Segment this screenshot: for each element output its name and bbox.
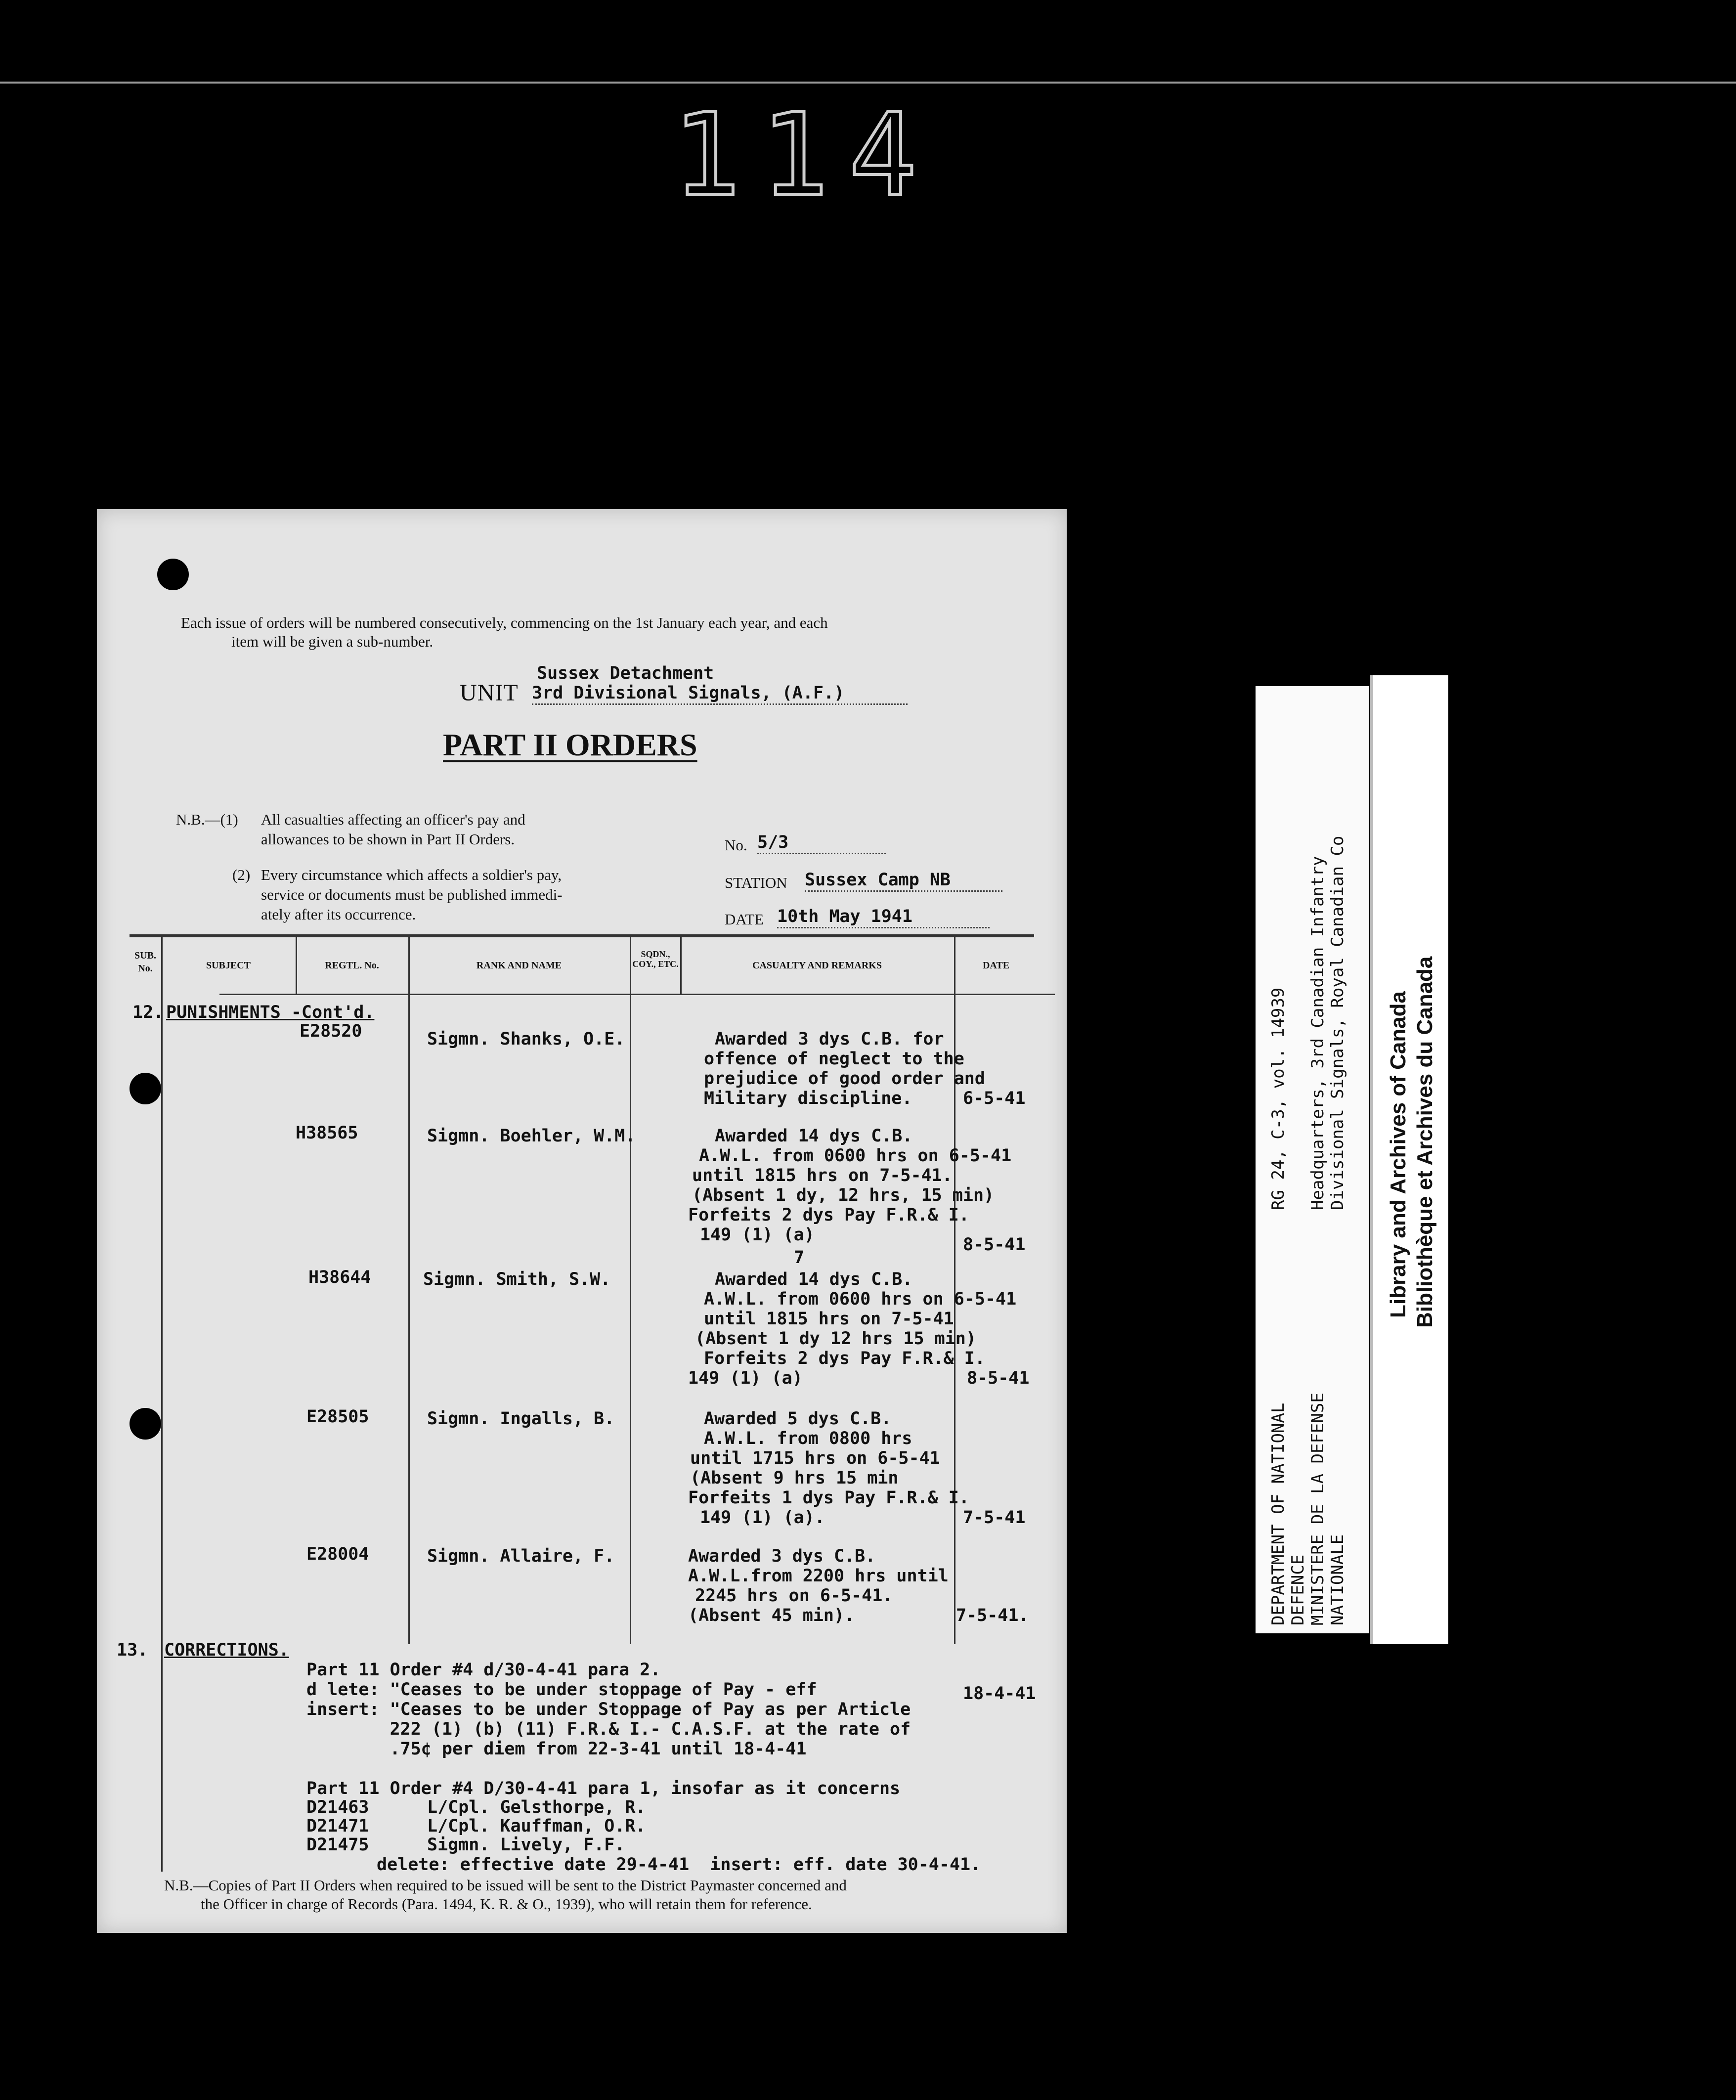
item-12-number: 12. bbox=[132, 1003, 164, 1022]
header-sub-no: SUB. No. bbox=[134, 950, 156, 974]
column-rule bbox=[408, 937, 410, 1644]
correction-regtl-no: D21463 bbox=[306, 1797, 369, 1817]
regtl-no: E28505 bbox=[306, 1407, 369, 1427]
header-date: DATE bbox=[982, 960, 1010, 971]
column-rule bbox=[161, 937, 163, 1872]
record-description: Divisional Signals, Royal Canadian Co bbox=[1328, 835, 1347, 1210]
punch-hole bbox=[157, 559, 189, 590]
archive-institution-label bbox=[1373, 675, 1448, 1644]
record-description: Headquarters, 3rd Canadian Infantry bbox=[1308, 856, 1328, 1210]
archive-page-stamp: 114 bbox=[672, 89, 937, 221]
remark-line: Forfeits 2 dys Pay F.R.& I. bbox=[688, 1205, 969, 1225]
correction-regtl-no: D21475 bbox=[306, 1835, 369, 1855]
punch-hole bbox=[130, 1073, 161, 1104]
regtl-no: H38644 bbox=[308, 1268, 371, 1287]
item-13-subject: CORRECTIONS. bbox=[164, 1640, 289, 1660]
item-12-subject: PUNISHMENTS -Cont'd. bbox=[166, 1003, 375, 1022]
department-line: MINISTERE DE LA DEFENSE bbox=[1308, 1393, 1328, 1625]
header-casualty-remarks: CASUALTY AND REMARKS bbox=[752, 960, 882, 971]
remark-line: Military discipline. bbox=[704, 1089, 912, 1108]
remark-line: Awarded 3 dys C.B. for bbox=[715, 1029, 944, 1049]
nb1-line-1: All casualties affecting an officer's pay and bbox=[261, 811, 525, 828]
nb2-line-1: Every circumstance which affects a soldier's pay, bbox=[261, 866, 562, 883]
correction-name: L/Cpl. Gelsthorpe, R. bbox=[427, 1797, 646, 1817]
remark-line: until 1815 hrs on 7-5-41. bbox=[692, 1166, 953, 1185]
header-regtl-no: REGTL. No. bbox=[325, 960, 379, 971]
regtl-no: E28520 bbox=[300, 1021, 362, 1041]
footer-note-line-1: N.B.—Copies of Part II Orders when required to be issued will be sent to the District Paymaster concerned and bbox=[164, 1877, 847, 1894]
correction-line: Part 11 Order #4 D/30-4-41 para 1, insofar as it concerns bbox=[306, 1779, 901, 1798]
rank-and-name: Sigmn. Allaire, F. bbox=[427, 1546, 615, 1566]
order-no-label: No. bbox=[725, 836, 747, 854]
header-subject: SUBJECT bbox=[206, 960, 251, 971]
institution-name-french: Bibliothèque et Archives du Canada bbox=[1413, 956, 1437, 1328]
entry-date: 8-5-41 bbox=[963, 1235, 1026, 1255]
department-line: NATIONALE bbox=[1328, 1534, 1347, 1625]
nb1-prefix: N.B.—(1) bbox=[176, 811, 238, 828]
footer-note-line-2: the Officer in charge of Records (Para. 1494, K. R. & O., 1939), who will retain them for reference. bbox=[201, 1895, 812, 1913]
remark-line: A.W.L.from 2200 hrs until bbox=[688, 1566, 949, 1586]
correction-line: 222 (1) (b) (11) F.R.& I.- C.A.S.F. at the rate of bbox=[306, 1719, 911, 1739]
rank-and-name: Sigmn. Shanks, O.E. bbox=[427, 1029, 625, 1049]
header-sqdn: SQDN., COY., ETC. bbox=[632, 949, 679, 969]
column-rule bbox=[630, 937, 631, 1644]
correction-line: d lete: "Ceases to be under stoppage of Pay - eff bbox=[306, 1680, 817, 1700]
correction-name: Sigmn. Lively, F.F. bbox=[427, 1835, 625, 1855]
remark-line: A.W.L. from 0600 hrs on 6-5-41 bbox=[699, 1146, 1012, 1166]
header-rank-name: RANK AND NAME bbox=[476, 960, 562, 971]
table-header-rule bbox=[219, 994, 1055, 995]
regtl-no: H38565 bbox=[296, 1123, 358, 1143]
institution-name-english: Library and Archives of Canada bbox=[1386, 991, 1410, 1318]
remark-line: Awarded 3 dys C.B. bbox=[688, 1546, 876, 1566]
instruction-line-1: Each issue of orders will be numbered consecutively, commencing on the 1st January each year, and each bbox=[181, 614, 828, 631]
correction-date: 18-4-41 bbox=[963, 1684, 1036, 1704]
order-no-value: 5/3 bbox=[757, 832, 886, 854]
correction-regtl-no: D21471 bbox=[306, 1816, 369, 1836]
remark-line: (Absent 1 dy 12 hrs 15 min) bbox=[695, 1329, 976, 1349]
remark-line: 149 (1) (a) bbox=[688, 1368, 803, 1388]
remark-line: (Absent 9 hrs 15 min bbox=[690, 1468, 899, 1488]
nb1-line-2: allowances to be shown in Part II Orders. bbox=[261, 831, 515, 848]
scan-border-line bbox=[0, 82, 1736, 84]
nb2-line-2: service or documents must be published immedi- bbox=[261, 886, 563, 903]
remark-line: until 1715 hrs on 6-5-41 bbox=[690, 1448, 940, 1468]
remark-line: Forfeits 2 dys Pay F.R.& I. bbox=[704, 1349, 985, 1368]
remark-line: (Absent 1 dy, 12 hrs, 15 min) bbox=[692, 1185, 995, 1205]
date-value: 10th May 1941 bbox=[777, 907, 990, 928]
date-label: DATE bbox=[725, 911, 764, 928]
correction-line: Part 11 Order #4 d/30-4-41 para 2. bbox=[306, 1660, 661, 1680]
entry-date: 6-5-41 bbox=[963, 1089, 1026, 1108]
remark-line: offence of neglect to the bbox=[704, 1049, 964, 1069]
correction-final-line: delete: effective date 29-4-41 insert: eff. date 30-4-41. bbox=[377, 1855, 981, 1875]
remark-line: (Absent 45 min). bbox=[688, 1606, 855, 1625]
station-value: Sussex Camp NB bbox=[805, 870, 1002, 892]
entry-date: 8-5-41 bbox=[967, 1368, 1030, 1388]
unit-detachment: Sussex Detachment bbox=[537, 663, 714, 683]
item-13-number: 13. bbox=[117, 1640, 148, 1660]
rank-and-name: Sigmn. Ingalls, B. bbox=[427, 1409, 615, 1429]
remark-line: prejudice of good order and bbox=[704, 1069, 985, 1089]
remark-line: Forfeits 1 dys Pay F.R.& I. bbox=[688, 1488, 969, 1508]
nb2-line-3: ately after its occurrence. bbox=[261, 906, 416, 923]
department-line: DEFENCE bbox=[1288, 1554, 1308, 1625]
rank-and-name: Sigmn. Smith, S.W. bbox=[423, 1269, 611, 1289]
archive-reference-label bbox=[1256, 686, 1369, 1633]
entry-date: 7-5-41. bbox=[956, 1606, 1029, 1625]
correction-name: L/Cpl. Kauffman, O.R. bbox=[427, 1816, 646, 1836]
remark-line: Awarded 14 dys C.B. bbox=[715, 1126, 913, 1146]
orders-document bbox=[97, 509, 1067, 1933]
regtl-no: E28004 bbox=[306, 1544, 369, 1564]
table-top-rule bbox=[130, 934, 1034, 937]
station-label: STATION bbox=[725, 874, 787, 891]
instruction-line-2: item will be given a sub-number. bbox=[231, 633, 434, 650]
document-title: PART II ORDERS bbox=[443, 727, 697, 762]
remark-line: until 1815 hrs on 7-5-41 bbox=[704, 1309, 954, 1329]
correction-line: insert: "Ceases to be under Stoppage of Pay as per Article bbox=[306, 1700, 911, 1719]
remark-line: A.W.L. from 0600 hrs on 6-5-41 bbox=[704, 1289, 1017, 1309]
rank-and-name: Sigmn. Boehler, W.M. bbox=[427, 1126, 636, 1146]
unit-label: UNIT bbox=[460, 680, 519, 706]
remark-line: A.W.L. from 0800 hrs bbox=[704, 1429, 912, 1448]
remark-line: Awarded 5 dys C.B. bbox=[704, 1409, 892, 1429]
remark-line: 149 (1) (a) bbox=[700, 1225, 815, 1245]
entry-date: 7-5-41 bbox=[963, 1508, 1026, 1528]
remark-line: Awarded 14 dys C.B. bbox=[715, 1269, 913, 1289]
punch-hole bbox=[130, 1408, 161, 1440]
nb2-prefix: (2) bbox=[232, 866, 251, 883]
unit-name: 3rd Divisional Signals, (A.F.) bbox=[532, 683, 908, 705]
correction-line: .75¢ per diem from 22-3-41 until 18-4-41 bbox=[306, 1739, 807, 1759]
record-group-reference: RG 24, C-3, vol. 14939 bbox=[1268, 987, 1288, 1210]
remark-line: 2245 hrs on 6-5-41. bbox=[695, 1586, 893, 1606]
handwritten-correction: 7 bbox=[794, 1248, 805, 1268]
department-line: DEPARTMENT OF NATIONAL bbox=[1268, 1402, 1288, 1625]
remark-line: 149 (1) (a). bbox=[700, 1508, 825, 1528]
